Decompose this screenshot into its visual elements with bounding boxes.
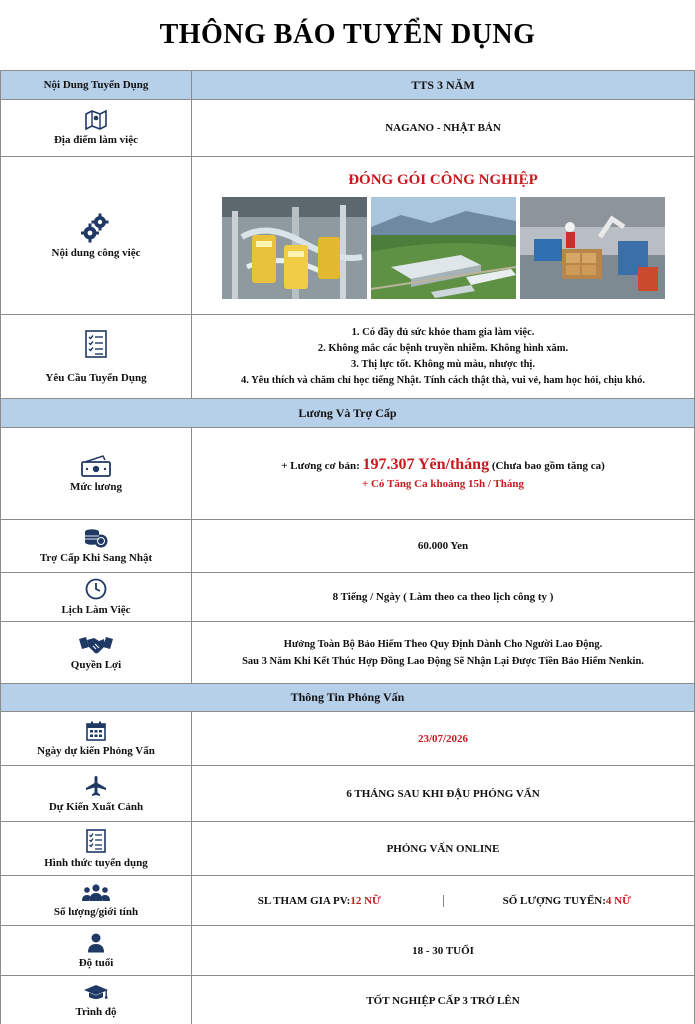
handshake-icon: [79, 635, 113, 655]
schedule-label: Lịch Làm Việc: [61, 604, 131, 616]
allowance-row: [1, 520, 695, 573]
salary-overtime: + Có Tăng Ca khoảng 15h / Tháng: [361, 478, 525, 490]
hiring-cell: [443, 895, 691, 907]
header-label: Nội Dung Tuyển Dụng: [1, 71, 192, 100]
quantity-label: Số lượng/giới tính: [53, 905, 139, 918]
form-row: [1, 822, 695, 876]
packaging-machine-photo: [222, 197, 367, 299]
hiring-label: SỐ LƯỢNG TUYỂN:: [502, 894, 606, 907]
allowance-label: Trợ Cấp Khi Sang Nhật: [39, 552, 153, 564]
participants-label: SL THAM GIA PV:: [257, 894, 351, 907]
salary-prefix: + Lương cơ bản:: [281, 460, 363, 472]
job-photos: [196, 197, 690, 299]
clock-icon: [85, 578, 107, 600]
benefits-row: [1, 622, 695, 684]
salary-section-row: [1, 399, 695, 428]
person-icon: [87, 933, 105, 953]
airplane-icon: [85, 775, 107, 797]
education-row: [1, 976, 695, 1024]
recruitment-table: [0, 70, 695, 1024]
requirement-item: 1. Có đầy đủ sức khỏe tham gia làm việc.: [351, 326, 535, 338]
factory-aerial-photo: [371, 197, 516, 299]
form-icon: [86, 829, 106, 853]
education-value: TỐT NGHIỆP CẤP 3 TRỞ LÊN: [192, 976, 695, 1024]
job-label: Nội dung công việc: [51, 246, 141, 259]
job-title: ĐÓNG GÓI CÔNG NGHIỆP: [348, 172, 538, 188]
gears-icon: [81, 213, 111, 243]
coins-icon: [83, 528, 109, 548]
requirement-item: 3. Thị lực tốt. Không mù màu, nhược thị.: [351, 358, 535, 370]
form-label: Hình thức tuyển dụng: [44, 856, 148, 869]
schedule-row: [1, 573, 695, 622]
requirement-item: 2. Không mắc các bệnh truyền nhiễm. Không hình xăm.: [317, 342, 569, 354]
benefits-label: Quyền Lợi: [70, 658, 122, 671]
interview-date-value: 23/07/2026: [192, 712, 695, 766]
participants-cell: [196, 895, 443, 907]
schedule-value: 8 Tiếng / Ngày ( Làm theo ca theo lịch công ty ): [192, 573, 695, 622]
participants-value: 12 NỮ: [350, 894, 381, 907]
benefits-list: [192, 622, 695, 684]
checklist-icon: [85, 330, 107, 358]
calendar-icon: [86, 721, 106, 741]
requirements-label: Yêu Cầu Tuyển Dụng: [45, 371, 147, 384]
interview-section-title: Thông Tin Phỏng Vấn: [1, 684, 695, 712]
salary-amount: 197.307 Yên/tháng: [362, 456, 490, 473]
header-value: TTS 3 NĂM: [192, 71, 695, 100]
age-row: [1, 926, 695, 976]
salary-suffix: (Chưa bao gồm tăng ca): [489, 460, 605, 472]
people-icon: [81, 884, 111, 902]
map-icon: [85, 110, 107, 130]
requirements-list: [192, 315, 695, 399]
page-title: THÔNG BÁO TUYỂN DỤNG: [159, 19, 536, 50]
departure-label: Dự Kiến Xuất Cảnh: [48, 800, 144, 813]
salary-row: [1, 428, 695, 520]
salary-label: Mức lương: [70, 480, 122, 493]
age-label: Độ tuổi: [78, 956, 114, 969]
age-value: 18 - 30 TUỔI: [192, 926, 695, 976]
benefit-item: Hưởng Toàn Bộ Bảo Hiểm Theo Quy Định Dành Cho Người Lao Động.: [283, 638, 603, 650]
hiring-value: 4 NỮ: [605, 894, 631, 907]
graduation-cap-icon: [83, 984, 109, 1002]
benefit-item: Sau 3 Năm Khi Kết Thúc Hợp Đồng Lao Động Sẽ Nhận Lại Được Tiền Bảo Hiểm Nenkin.: [242, 655, 644, 667]
requirement-item: 4. Yêu thích và chăm chỉ học tiếng Nhật. Tính cách thật thà, vui vẻ, ham học hỏi, chịu khó.: [240, 374, 645, 386]
interview-date-label: Ngày dự kiến Phỏng Vấn: [37, 744, 155, 757]
departure-row: [1, 766, 695, 822]
quantity-row: [1, 876, 695, 926]
header-row: [1, 71, 695, 100]
departure-value: 6 THÁNG SAU KHI ĐẬU PHỎNG VẤN: [192, 766, 695, 822]
interview-date-row: [1, 712, 695, 766]
requirements-row: [1, 315, 695, 399]
location-label: Địa điểm làm việc: [53, 134, 138, 146]
job-row: [1, 157, 695, 315]
interview-section-row: [1, 684, 695, 712]
form-value: PHỎNG VẤN ONLINE: [192, 822, 695, 876]
location-value: NAGANO - NHẬT BẢN: [192, 100, 695, 157]
allowance-value: 60.000 Yen: [192, 520, 695, 573]
location-row: [1, 100, 695, 157]
education-label: Trình độ: [75, 1005, 117, 1018]
salary-section-title: Lương Và Trợ Cấp: [1, 399, 695, 428]
packing-workshop-photo: [520, 197, 665, 299]
money-icon: [81, 455, 111, 477]
